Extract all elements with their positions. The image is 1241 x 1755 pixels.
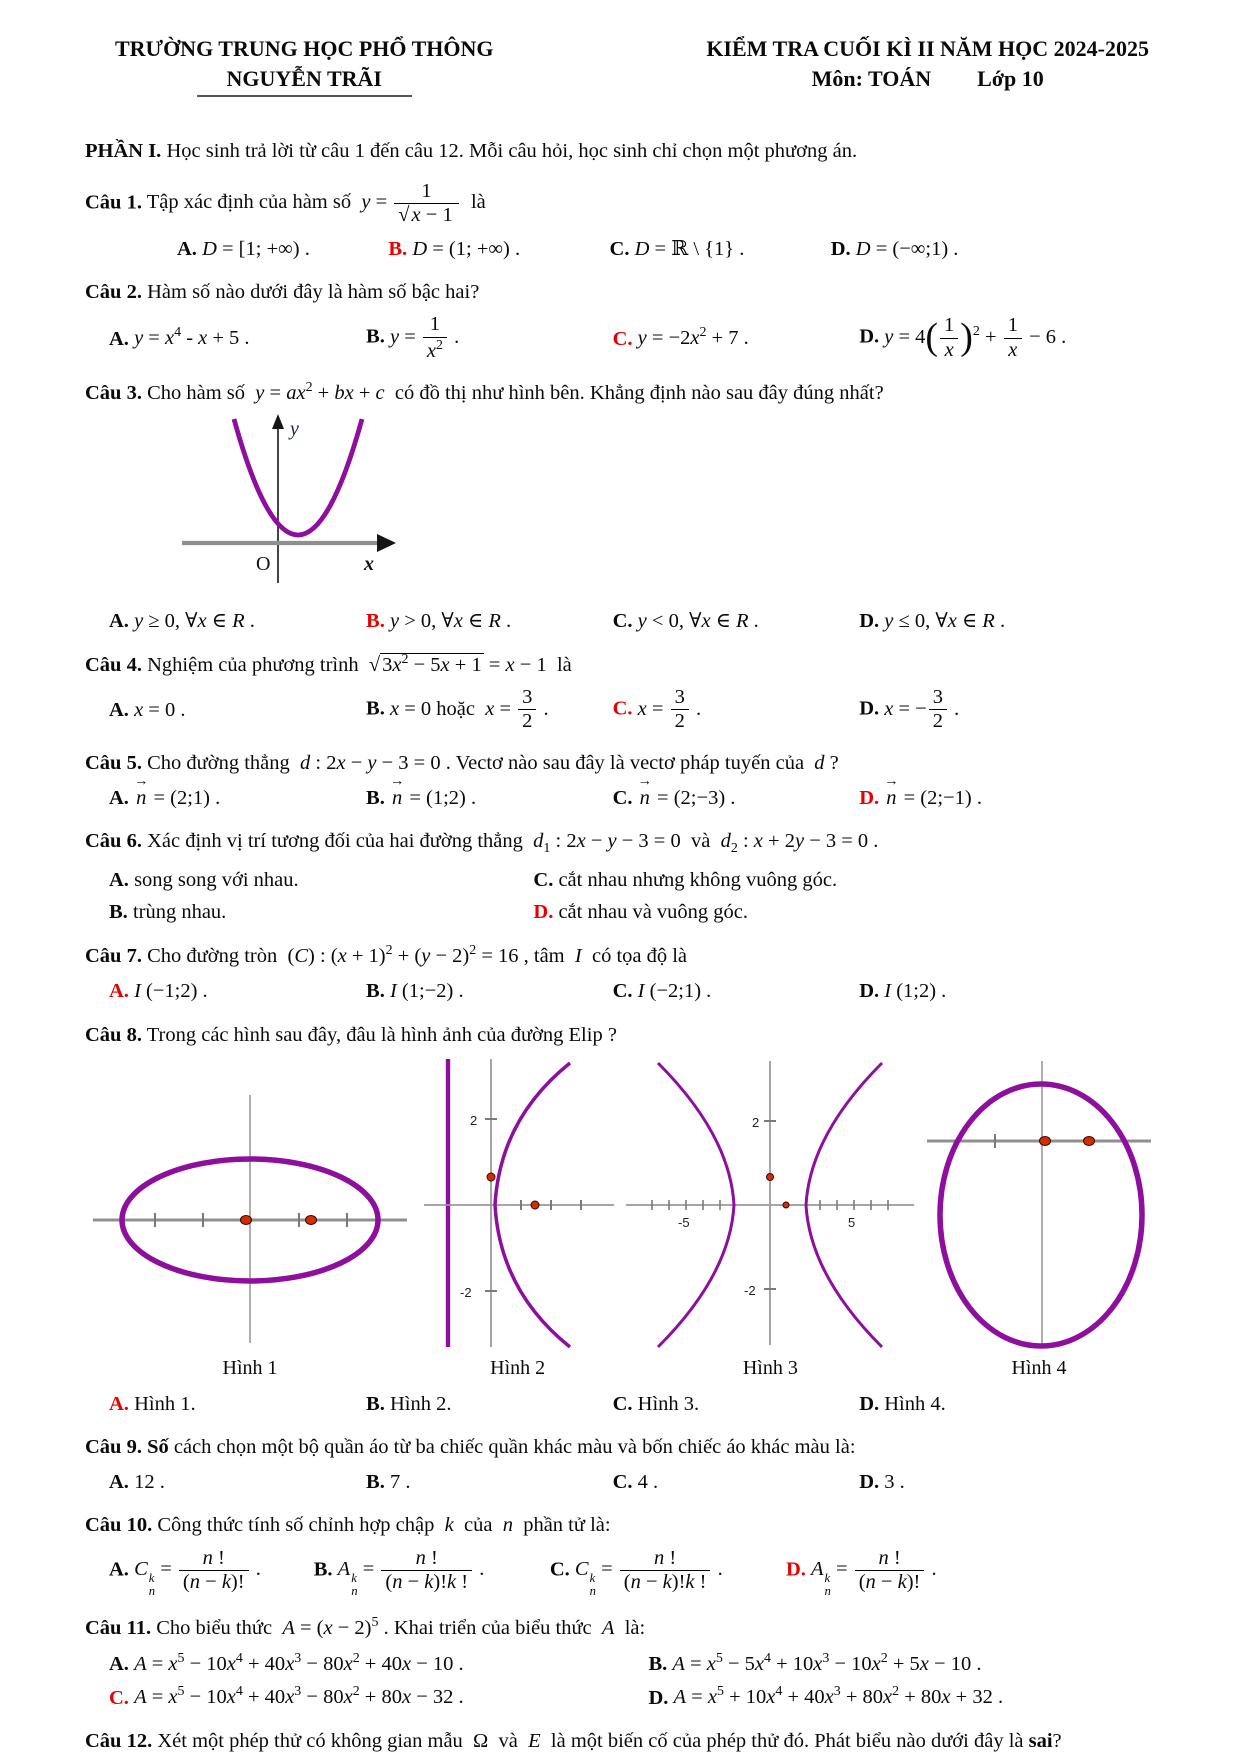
cau-6-option-C xyxy=(533,866,1129,894)
cau-12-text: Xét một phép thử có không gian mẫu Ω và E là một biến cố của phép thử đó. Phát biểu nào dưới đây là sai? xyxy=(157,1729,1062,1752)
option-letter: B. xyxy=(388,237,408,260)
option-text: $A = x^5 - 5x^4 + 10x^3 - 10x^2 + 5x - 10$ . xyxy=(672,1651,982,1676)
cau-11 xyxy=(85,1613,1155,1713)
cau-6-options xyxy=(85,864,1155,929)
cau-12-label: Câu 12. xyxy=(85,1729,153,1752)
cau-4 xyxy=(85,650,1155,736)
cau-2 xyxy=(85,278,1155,365)
option-letter: B. xyxy=(109,901,128,924)
cau-1-head xyxy=(85,180,1155,228)
cau-2-option-B xyxy=(366,313,607,363)
cau-4-option-A xyxy=(109,696,360,724)
option-letter: A. xyxy=(109,980,129,1003)
option-letter: A. xyxy=(109,698,129,721)
parabola-graph xyxy=(170,411,420,591)
cau-10-option-A xyxy=(109,1547,308,1599)
school-block xyxy=(115,34,494,97)
part1-intro xyxy=(85,137,1155,165)
option-text: $y = x^4 - x + 5$ . xyxy=(134,325,250,350)
cau-3-head xyxy=(85,378,1155,407)
cau-5-option-A xyxy=(109,784,360,812)
cau-11-head xyxy=(85,1613,1155,1642)
option-letter: C. xyxy=(612,609,633,632)
focus-dot xyxy=(783,1202,789,1208)
cau-9-label: Câu 9. xyxy=(85,1435,142,1458)
focus-dot xyxy=(306,1216,317,1225)
cau-3-options xyxy=(85,605,1155,637)
option-text: y = $\frac{1}{x^2}$ . xyxy=(389,313,460,362)
hyperbola-graph xyxy=(620,1053,920,1353)
option-letter: A. xyxy=(109,609,129,632)
option-text: $y = -2x^2 + 7$ . xyxy=(637,325,749,350)
option-letter: A. xyxy=(109,1653,129,1676)
cau-6-label: Câu 6. xyxy=(85,830,142,853)
cau-9-head xyxy=(85,1433,1155,1461)
option-letter: A. xyxy=(109,1392,129,1415)
school-name-line2: NGUYỄN TRÃI xyxy=(197,64,412,98)
cau-11-option-D xyxy=(648,1683,1129,1712)
option-text: trùng nhau. xyxy=(132,901,227,924)
header xyxy=(85,34,1155,97)
cau-10-head xyxy=(85,1511,1155,1539)
cau-8-text: Trong các hình sau đây, đâu là hình ảnh của đường Elip ? xyxy=(146,1023,617,1046)
cau-4-options xyxy=(85,684,1155,736)
cau-3-option-B xyxy=(366,607,607,635)
exam-grade: Lớp 10 xyxy=(977,65,1044,91)
cau-1-option-B xyxy=(388,235,603,263)
option-text: x = 0 . xyxy=(134,698,186,721)
option-letter: D. xyxy=(859,1471,880,1494)
option-text: I (1;−2) . xyxy=(389,980,464,1003)
option-text: A k n = $\frac{n !}{(n - k)!}$ . xyxy=(811,1546,937,1599)
cau-2-options xyxy=(85,311,1155,365)
option-letter: C. xyxy=(533,868,554,891)
cau-9-option-D xyxy=(859,1468,1141,1496)
cau-9-option-C xyxy=(613,1468,854,1496)
option-text: 12 . xyxy=(134,1471,165,1494)
option-text: C k n = $\frac{n !}{(n - k)!}$ . xyxy=(134,1546,261,1599)
option-letter: D. xyxy=(859,609,880,632)
cau-11-option-A xyxy=(109,1649,642,1678)
option-text: Hình 1. xyxy=(134,1392,196,1415)
cau-6-option-B xyxy=(109,898,527,926)
cau-2-option-C xyxy=(613,324,854,353)
option-letter: B. xyxy=(366,1392,385,1415)
cau-6-option-A xyxy=(109,866,527,894)
tick-label: -2 xyxy=(744,1283,756,1299)
cau-1-option-D xyxy=(831,235,1124,263)
cau-8-label: Câu 8. xyxy=(85,1023,142,1046)
option-letter: C. xyxy=(612,787,633,810)
focus-dot xyxy=(531,1201,539,1209)
exam-page xyxy=(85,34,1155,1755)
cau-2-text: Hàm số nào dưới đây là hàm số bậc hai? xyxy=(147,280,480,303)
cau-7 xyxy=(85,941,1155,1007)
cau-7-head xyxy=(85,941,1155,970)
cau-4-option-C xyxy=(613,686,854,734)
cau-9 xyxy=(85,1433,1155,1499)
option-text: $A = x^5 + 10x^4 + 40x^3 + 80x^2 + 80x + 32$ . xyxy=(673,1684,1004,1709)
option-letter: D. xyxy=(859,325,880,348)
option-text: I (−1;2) . xyxy=(134,980,208,1003)
cau-8-head xyxy=(85,1021,1155,1049)
option-letter: C. xyxy=(612,1392,633,1415)
cau-11-options xyxy=(85,1647,1155,1713)
cau-7-text: Cho đường tròn (C) : $(x + 1)^2 + (y - 2)^2 = 16$ , tâm I có tọa độ là xyxy=(147,943,688,968)
option-letter: D. xyxy=(785,1558,806,1581)
cau-7-option-C xyxy=(613,977,854,1005)
cau-6 xyxy=(85,827,1155,928)
option-text: cắt nhau nhưng không vuông góc. xyxy=(558,868,838,891)
option-text: I (1;2) . xyxy=(884,980,947,1003)
option-letter: C. xyxy=(612,697,633,720)
option-letter: A. xyxy=(109,1558,129,1581)
tall-ellipse-graph xyxy=(923,1053,1155,1353)
option-text: y > 0, ∀x ∈ R . xyxy=(389,609,512,632)
cau-8 xyxy=(85,1021,1155,1420)
x-axis-label: x xyxy=(364,553,374,576)
cau-1-options xyxy=(85,233,1155,265)
option-letter: D. xyxy=(830,237,851,260)
option-letter: C. xyxy=(549,1558,570,1581)
x-axis-arrow xyxy=(377,534,396,552)
option-text: x = − $\frac{3}{2}$ . xyxy=(884,685,960,733)
cau-11-option-C xyxy=(109,1683,642,1712)
cau-8-option-C xyxy=(613,1390,854,1418)
parabola-lower-branch xyxy=(495,1205,570,1347)
cau-6-head xyxy=(85,827,1155,858)
cau-2-label: Câu 2. xyxy=(85,280,142,303)
figure-hinh-3 xyxy=(620,1053,920,1383)
option-letter: A. xyxy=(109,1471,129,1494)
focus-dot xyxy=(487,1173,495,1181)
option-letter: D. xyxy=(859,697,880,720)
figure-caption-3: Hình 3 xyxy=(742,1357,798,1380)
option-text: D = [1; +∞) . xyxy=(202,237,310,260)
tick-label: -2 xyxy=(459,1285,472,1301)
elip-figures-row xyxy=(85,1053,1155,1383)
option-text: C k n = $\frac{n !}{(n - k)!k !}$ . xyxy=(574,1546,723,1599)
option-letter: D. xyxy=(859,787,880,810)
option-text: Hình 3. xyxy=(637,1392,700,1415)
cau-1-option-A xyxy=(177,235,382,263)
option-letter: C. xyxy=(612,980,633,1003)
option-text: y = 4( $\frac{1}{x}$ )$^2$ + $\frac{1}{x}$ − 6 . xyxy=(884,314,1067,361)
option-text: 4 . xyxy=(637,1471,659,1494)
cau-3-option-D xyxy=(859,607,1141,635)
cau-7-label: Câu 7. xyxy=(85,945,142,968)
cau-11-option-B xyxy=(648,1649,1129,1678)
tick-label: 2 xyxy=(469,1113,477,1129)
cau-10-option-B xyxy=(314,1547,544,1599)
option-letter: D. xyxy=(859,1392,880,1415)
cau-11-text: Cho biểu thức $A = (x - 2)^5$ . Khai triển của biểu thức A là: xyxy=(156,1615,646,1640)
cau-5-label: Câu 5. xyxy=(85,751,142,774)
cau-3-option-A xyxy=(109,607,360,635)
part1-text: Học sinh trả lời từ câu 1 đến câu 12. Mỗi câu hỏi, học sinh chỉ chọn một phương án. xyxy=(166,140,858,163)
cau-3-text: Cho hàm số $y = ax^2$ + bx + c có đồ thị như hình bên. Khẳng định nào sau đây đúng nhất? xyxy=(147,380,884,404)
focus-dot xyxy=(1039,1137,1050,1146)
parabola-figure xyxy=(170,411,1155,599)
option-text: x = 0 hoặc x = $\frac{3}{2}$ . xyxy=(389,685,549,733)
option-text: Hình 2. xyxy=(389,1392,452,1415)
cau-6-option-D xyxy=(533,898,1129,926)
figure-hinh-2 xyxy=(418,1053,618,1383)
option-text: → n = (1;2) . xyxy=(390,787,476,809)
focus-dot xyxy=(1083,1137,1094,1146)
cau-1-option-C xyxy=(610,235,825,263)
exam-title: KIỂM TRA CUỐI KÌ II NĂM HỌC 2024-2025 xyxy=(706,36,1149,61)
cau-8-option-D xyxy=(859,1390,1141,1418)
cau-10 xyxy=(85,1511,1155,1600)
option-text: $A = x^5 - 10x^4 + 40x^3 - 80x^2 + 80x - 32$ . xyxy=(134,1684,464,1709)
option-text: 7 . xyxy=(389,1471,411,1494)
cau-3-option-C xyxy=(613,607,854,635)
cau-2-option-D xyxy=(859,314,1141,362)
cau-5-options xyxy=(85,782,1155,814)
figure-caption-4: Hình 4 xyxy=(1011,1357,1067,1380)
cau-8-option-B xyxy=(366,1390,607,1418)
cau-10-option-D xyxy=(786,1547,1142,1599)
option-text: y ≤ 0, ∀x ∈ R . xyxy=(884,609,1006,632)
cau-3 xyxy=(85,378,1155,637)
focus-dot xyxy=(241,1216,252,1225)
focus-dot xyxy=(767,1174,774,1181)
cau-10-label: Câu 10. xyxy=(85,1514,153,1537)
option-letter: D. xyxy=(533,901,554,924)
option-text: D = (−∞;1) . xyxy=(855,237,959,260)
figure-caption-1: Hình 1 xyxy=(222,1357,278,1380)
option-text: cắt nhau và vuông góc. xyxy=(558,901,749,924)
cau-10-option-C xyxy=(550,1547,780,1599)
cau-9-options xyxy=(85,1466,1155,1498)
exam-block xyxy=(706,34,1149,97)
cau-4-text: Nghiệm của phương trình $√3x^2 - 5x + 1 = x - 1$ là xyxy=(147,651,572,676)
tick-label: -5 xyxy=(678,1215,690,1231)
option-letter: B. xyxy=(366,325,385,348)
option-text: D = (1; +∞) . xyxy=(412,237,521,260)
cau-7-option-B xyxy=(366,977,607,1005)
cau-11-label: Câu 11. xyxy=(85,1617,152,1640)
tick-label: 5 xyxy=(848,1215,856,1231)
cau-4-option-B xyxy=(366,686,607,734)
cau-1-text: Tập xác định của hàm số y = $\frac{1}{√x - 1}$ là xyxy=(146,179,486,227)
option-text: $A = x^5 - 10x^4 + 40x^3 - 80x^2 + 40x - 10$ . xyxy=(134,1651,464,1676)
cau-2-head xyxy=(85,278,1155,306)
cau-5-head xyxy=(85,749,1155,777)
cau-5 xyxy=(85,749,1155,815)
cau-4-head xyxy=(85,650,1155,679)
option-letter: C. xyxy=(612,327,633,350)
questions-container xyxy=(85,180,1155,1755)
cau-5-option-B xyxy=(366,784,607,812)
option-letter: C. xyxy=(612,1471,633,1494)
cau-1 xyxy=(85,180,1155,265)
part1-label: PHẦN I. xyxy=(85,140,162,163)
cau-5-option-C xyxy=(613,784,854,812)
school-name-line1: TRƯỜNG TRUNG HỌC PHỔ THÔNG xyxy=(115,36,494,61)
cau-3-label: Câu 3. xyxy=(85,381,142,404)
cau-4-label: Câu 4. xyxy=(85,653,142,676)
option-text: → n = (2;−1) . xyxy=(884,787,982,809)
option-letter: B. xyxy=(648,1653,668,1676)
cau-9-option-B xyxy=(366,1468,607,1496)
cau-4-option-D xyxy=(859,686,1141,734)
option-letter: B. xyxy=(366,787,385,810)
option-text: y ≥ 0, ∀x ∈ R . xyxy=(134,609,255,632)
cau-9-option-A xyxy=(109,1468,360,1496)
figure-hinh-1 xyxy=(85,1085,415,1383)
option-letter: C. xyxy=(609,237,630,260)
option-letter: A. xyxy=(109,868,129,891)
tick-label: 2 xyxy=(752,1115,760,1131)
right-parabola-graph xyxy=(418,1053,618,1353)
figure-hinh-4 xyxy=(923,1053,1155,1383)
option-letter: B. xyxy=(366,697,385,720)
option-letter: C. xyxy=(109,1686,129,1709)
y-axis-label: y xyxy=(290,418,299,441)
figure-caption-2: Hình 2 xyxy=(490,1357,546,1380)
option-letter: B. xyxy=(366,609,385,632)
ellipse-curve xyxy=(940,1084,1142,1346)
cau-8-options xyxy=(85,1388,1155,1420)
option-letter: D. xyxy=(859,980,880,1003)
cau-5-option-D xyxy=(859,784,1141,812)
cau-6-text: Xác định vị trí tương đối của hai đường thẳng $d_1$ : 2x − y − 3 = 0 và $d_2$ : x + 2y − 3 = 0 . xyxy=(147,830,879,857)
option-letter: D. xyxy=(648,1686,669,1709)
option-text: song song với nhau. xyxy=(134,868,299,891)
option-text: 3 . xyxy=(884,1471,905,1494)
cau-9-text: Số cách chọn một bộ quần áo từ ba chiếc quần khác màu và bốn chiếc áo khác màu là: xyxy=(147,1435,856,1458)
option-text: A k n = $\frac{n !}{(n - k)!k !}$ . xyxy=(337,1546,485,1599)
exam-subject: Môn: TOÁN xyxy=(811,65,932,91)
cau-8-option-A xyxy=(109,1390,360,1418)
option-text: D = ℝ \ {1} . xyxy=(634,237,745,260)
cau-7-options xyxy=(85,975,1155,1007)
parabola-upper-branch xyxy=(495,1063,570,1205)
wide-ellipse-graph xyxy=(85,1085,415,1353)
origin-label: O xyxy=(256,553,271,576)
cau-10-options xyxy=(85,1545,1155,1601)
cau-10-text: Công thức tính số chỉnh hợp chập k của n phần tử là: xyxy=(157,1514,611,1537)
option-letter: A. xyxy=(109,787,129,810)
option-letter: A. xyxy=(109,327,129,350)
option-text: I (−2;1) . xyxy=(637,980,712,1003)
cau-7-option-A xyxy=(109,977,360,1005)
cau-7-option-D xyxy=(859,977,1141,1005)
option-text: y < 0, ∀x ∈ R . xyxy=(637,609,759,632)
option-letter: B. xyxy=(313,1558,333,1581)
cau-12-head xyxy=(85,1727,1155,1755)
cau-1-label: Câu 1. xyxy=(85,191,142,214)
y-axis-arrow xyxy=(272,414,284,429)
option-text: → n = (2;−3) . xyxy=(638,787,736,809)
cau-5-text: Cho đường thẳng d : 2x − y − 3 = 0 . Vectơ nào sau đây là vectơ pháp tuyến của d ? xyxy=(147,751,839,774)
option-text: → n = (2;1) . xyxy=(134,787,220,809)
option-text: x = $\frac{3}{2}$ . xyxy=(637,685,702,733)
cau-12 xyxy=(85,1727,1155,1755)
cau-2-option-A xyxy=(109,324,360,353)
option-letter: B. xyxy=(366,980,385,1003)
option-text: Hình 4. xyxy=(884,1392,946,1415)
option-letter: A. xyxy=(177,237,197,260)
option-letter: B. xyxy=(366,1471,385,1494)
